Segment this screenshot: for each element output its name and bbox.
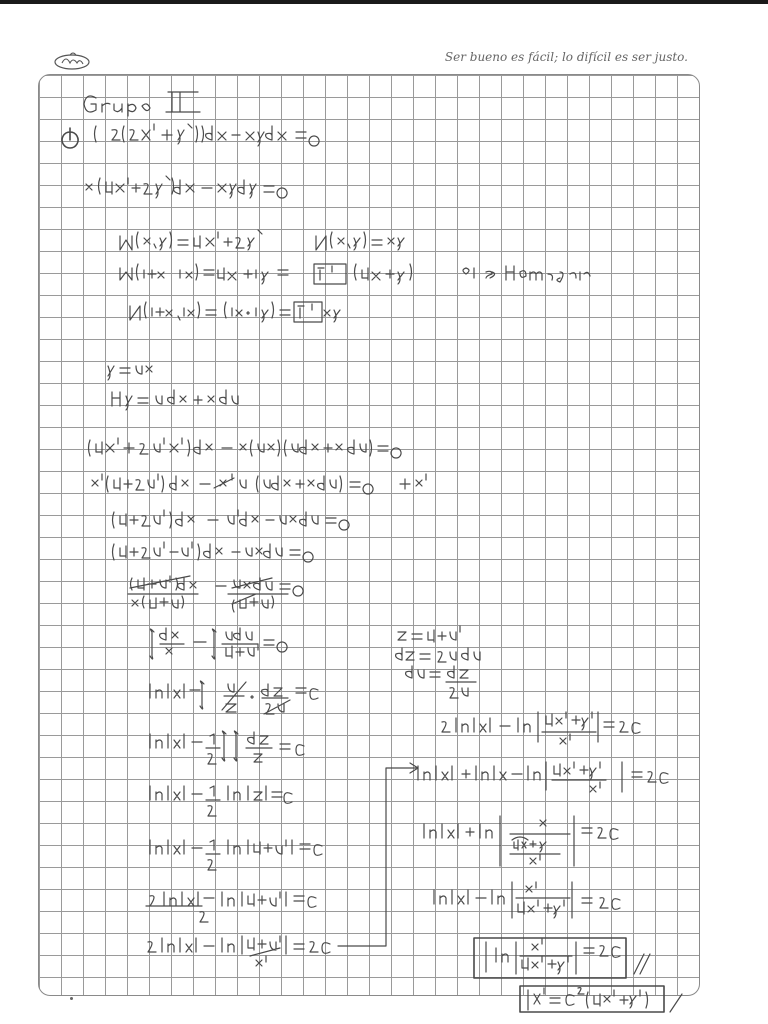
scan-artifact-dot bbox=[70, 997, 73, 1000]
header-motto: Ser bueno es fácil; lo difícil es ser justo. bbox=[444, 50, 688, 64]
